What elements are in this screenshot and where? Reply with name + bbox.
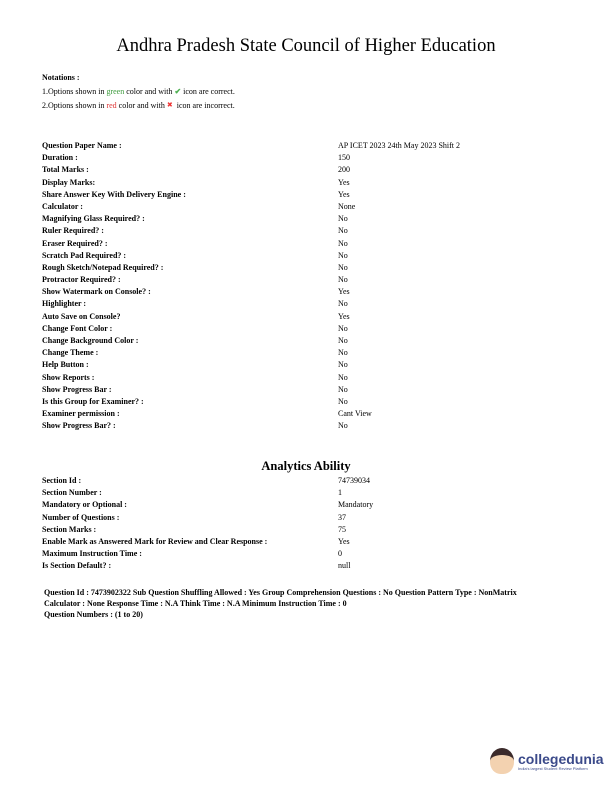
info-label: Number of Questions :: [42, 512, 120, 522]
info-value: Cant View: [338, 409, 372, 419]
check-icon: ✔: [174, 87, 182, 96]
info-row: [42, 499, 562, 511]
text: 2.Options shown in: [42, 101, 107, 110]
info-value: 150: [338, 153, 350, 163]
info-row: [42, 238, 562, 250]
green-word: green: [106, 87, 125, 96]
info-value: No: [338, 360, 348, 370]
notations-heading: Notations :: [42, 73, 80, 82]
info-row: [42, 140, 562, 152]
info-row: [42, 323, 562, 335]
info-row: [42, 524, 562, 536]
info-value: Yes: [338, 311, 350, 321]
info-label: Show Watermark on Console? :: [42, 287, 151, 297]
info-label: Is Section Default? :: [42, 561, 112, 571]
info-label: Display Marks:: [42, 177, 96, 187]
info-value: No: [338, 262, 348, 272]
info-value: 75: [338, 524, 346, 534]
info-row: [42, 213, 562, 225]
info-value: No: [338, 299, 348, 309]
info-label: Mandatory or Optional :: [42, 500, 127, 510]
info-label: Show Progress Bar :: [42, 384, 112, 394]
question-info: [44, 588, 517, 609]
info-row: [42, 250, 562, 262]
logo-name: collegedunia: [518, 750, 604, 767]
info-row: [42, 225, 562, 237]
notations: [42, 73, 235, 115]
info-value: 74739034: [338, 476, 370, 485]
cross-icon: ✖: [166, 101, 173, 109]
info-value: No: [338, 336, 348, 345]
info-label: Total Marks :: [42, 165, 89, 175]
info-value: No: [338, 348, 348, 358]
mascot-icon: [490, 748, 514, 774]
info-label: Change Font Color :: [42, 323, 113, 333]
info-row: [42, 560, 562, 572]
red-word: red: [106, 101, 117, 110]
info-value: Yes: [338, 287, 350, 297]
info-row: [42, 512, 562, 524]
info-value: No: [338, 238, 348, 248]
info-row: [42, 274, 562, 286]
info-row: [42, 335, 562, 347]
text: icon are correct.: [181, 87, 235, 96]
info-value: Yes: [338, 536, 350, 546]
info-label: Change Background Color :: [42, 336, 139, 345]
info-label: Auto Save on Console?: [42, 311, 121, 321]
info-row: [42, 164, 562, 176]
info-label: Examiner permission :: [42, 409, 120, 419]
info-label: Show Reports :: [42, 372, 95, 382]
info-row: [42, 487, 562, 499]
info-row: [42, 372, 562, 384]
info-label: Magnifying Glass Required? :: [42, 214, 145, 224]
info-value: No: [338, 275, 348, 285]
info-label: Question Paper Name :: [42, 141, 122, 150]
info-value: No: [338, 396, 348, 406]
page-title: Andhra Pradesh State Council of Higher Education: [116, 36, 496, 56]
info-label: Help Button :: [42, 360, 89, 370]
info-label: Highlighter :: [42, 299, 87, 309]
info-value: No: [338, 323, 348, 333]
info-value: None: [338, 201, 356, 211]
info-row: [42, 384, 562, 396]
info-row: [42, 347, 562, 359]
info-label: Show Progress Bar? :: [42, 421, 116, 431]
info-row: [42, 201, 562, 213]
info-row: [42, 548, 562, 560]
info-value: No: [338, 226, 348, 236]
info-row: [42, 408, 562, 420]
info-value: No: [338, 384, 348, 394]
text: 1.Options shown in: [42, 87, 107, 96]
info-label: Calculator :: [42, 201, 83, 211]
text: icon are incorrect.: [174, 101, 235, 110]
question-numbers: Question Numbers : (1 to 20): [44, 610, 143, 619]
info-row: [42, 536, 562, 548]
info-row: [42, 152, 562, 164]
info-row: [42, 286, 562, 298]
info-row: [42, 262, 562, 274]
info-label: Eraser Required? :: [42, 238, 108, 248]
notation-correct: [42, 87, 235, 96]
collegedunia-logo: [490, 748, 604, 774]
logo-tagline: India's largest Student Review Platform: [518, 765, 588, 771]
info-value: 200: [338, 165, 350, 175]
info-value: Yes: [338, 177, 350, 187]
info-label: Maximum Instruction Time :: [42, 549, 142, 559]
info-value: No: [338, 214, 348, 224]
info-value: AP ICET 2023 24th May 2023 Shift 2: [338, 141, 461, 150]
info-label: Rough Sketch/Notepad Required? :: [42, 262, 164, 272]
info-label: Protractor Required? :: [42, 275, 121, 285]
info-label: Ruler Required? :: [42, 226, 104, 236]
info-row: [42, 177, 562, 189]
info-value: 1: [338, 488, 342, 498]
notation-incorrect: [42, 101, 235, 110]
info-label: Is this Group for Examiner? :: [42, 396, 144, 406]
info-label: Scratch Pad Required? :: [42, 250, 127, 260]
info-row: [42, 475, 562, 487]
info-label: Share Answer Key With Delivery Engine :: [42, 189, 186, 199]
info-row: [42, 311, 562, 323]
info-label: Duration :: [42, 153, 78, 163]
question-info-line: Question Id : 7473902322 Sub Question Shuffling Allowed : Yes Group Comprehension Questions : No Question Pattern Type : NonMatrix: [44, 588, 517, 597]
info-value: null: [338, 561, 351, 571]
info-value: No: [338, 372, 348, 382]
section-info-table: [42, 475, 562, 573]
info-value: Mandatory: [338, 500, 374, 510]
info-label: Change Theme :: [42, 348, 99, 358]
info-label: Enable Mark as Answered Mark for Review and Clear Response :: [42, 536, 268, 546]
question-info-line: Calculator : None Response Time : N.A Think Time : N.A Minimum Instruction Time : 0: [44, 598, 347, 608]
info-value: 37: [338, 512, 346, 522]
info-row: [42, 359, 562, 371]
paper-info-table: [42, 140, 562, 433]
info-row: [42, 396, 562, 408]
info-row: [42, 420, 562, 432]
info-label: Section Number :: [42, 488, 102, 498]
info-label: Section Id :: [42, 476, 82, 485]
info-value: No: [338, 250, 348, 260]
info-value: Yes: [338, 189, 350, 199]
info-value: 0: [338, 549, 342, 559]
info-label: Section Marks :: [42, 524, 97, 534]
info-row: [42, 298, 562, 310]
info-value: No: [338, 421, 348, 431]
info-row: [42, 189, 562, 201]
text: color and with: [124, 87, 175, 96]
section-title: Analytics Ability: [261, 459, 351, 473]
text: color and with: [116, 101, 167, 110]
